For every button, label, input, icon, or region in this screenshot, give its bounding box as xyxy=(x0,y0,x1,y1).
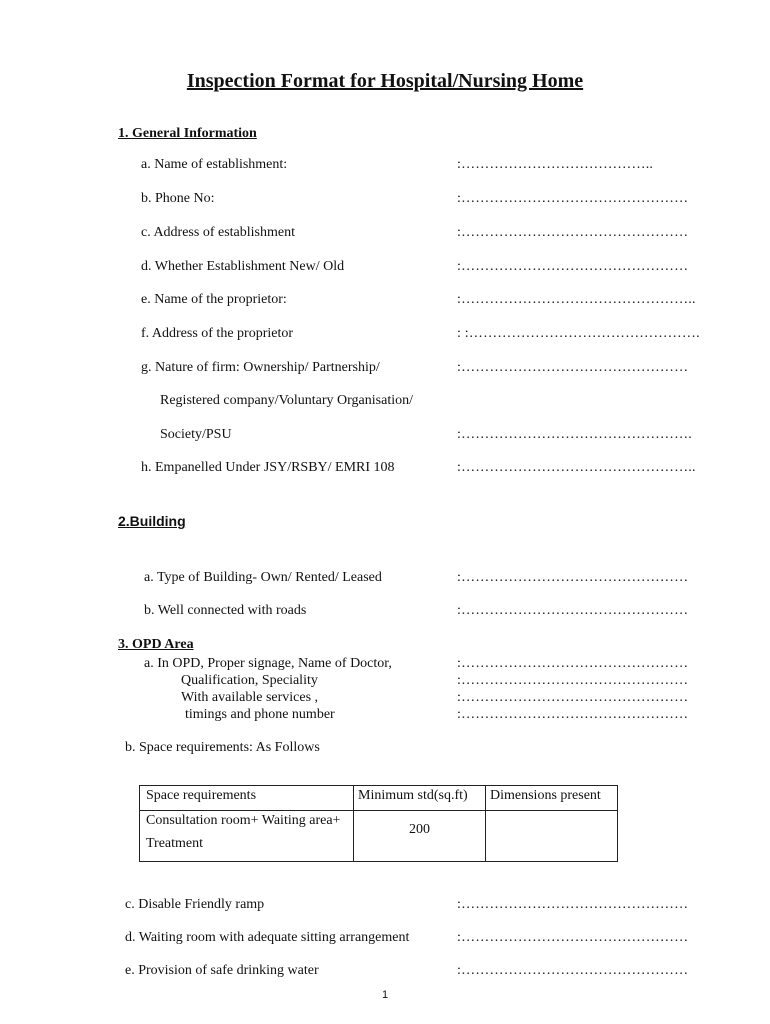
opd-item-c-label: c. Disable Friendly ramp xyxy=(125,897,265,912)
field-label-roads: b. Well connected with roads xyxy=(144,603,307,618)
opd-item-d-label: d. Waiting room with adequate sitting arrangement xyxy=(125,930,410,945)
field-label-new-old: d. Whether Establishment New/ Old xyxy=(141,259,345,274)
field-blank-establishment-name: :………………………………….. xyxy=(457,157,654,172)
table-cell-requirement-line2: Treatment xyxy=(146,836,204,851)
field-label-building-type: a. Type of Building- Own/ Rented/ Leased xyxy=(144,570,382,585)
field-blank-proprietor-address: : :…………………………………………. xyxy=(457,326,700,341)
table-header-space-req: Space requirements xyxy=(146,788,257,803)
field-label-establishment-name: a. Name of establishment: xyxy=(141,157,288,172)
table-header-dimensions: Dimensions present xyxy=(490,788,601,803)
page-title: Inspection Format for Hospital/Nursing Home xyxy=(186,70,584,92)
opd-item-e-label: e. Provision of safe drinking water xyxy=(125,963,319,978)
opd-item-a-blank1: :………………………………………… xyxy=(457,656,689,671)
field-blank-proprietor-name: :………………………………………….. xyxy=(457,292,696,307)
section-heading-building: 2.Building xyxy=(118,513,186,529)
field-label-establishment-address: c. Address of establishment xyxy=(141,225,295,240)
field-blank-empanelled: :………………………………………….. xyxy=(457,460,696,475)
field-blank-nature-of-firm: :………………………………………… xyxy=(457,360,689,375)
space-requirements-table xyxy=(139,785,618,862)
field-label-proprietor-address: f. Address of the proprietor xyxy=(141,326,294,341)
field-blank-establishment-address: :………………………………………… xyxy=(457,225,689,240)
field-blank-new-old: :………………………………………… xyxy=(457,259,689,274)
table-header-cell xyxy=(486,786,618,811)
field-label-society-psu: Society/PSU xyxy=(160,427,232,442)
section-heading-general: 1. General Information xyxy=(118,126,257,141)
section-heading-opd: 3. OPD Area xyxy=(118,637,194,652)
opd-item-e-blank: :………………………………………… xyxy=(457,963,689,978)
opd-item-a-blank4: :………………………………………… xyxy=(457,707,689,722)
opd-item-d-blank: :………………………………………… xyxy=(457,930,689,945)
field-blank-building-type: :………………………………………… xyxy=(457,570,689,585)
table-row xyxy=(140,811,618,862)
field-label-empanelled: h. Empanelled Under JSY/RSBY/ EMRI 108 xyxy=(141,460,395,475)
opd-item-c-blank: :………………………………………… xyxy=(457,897,689,912)
field-label-nature-of-firm-cont: Registered company/Voluntary Organisation/ xyxy=(160,393,413,408)
table-cell-present xyxy=(486,811,618,862)
opd-item-a-line3: With available services , xyxy=(181,690,319,705)
table-cell-requirement xyxy=(140,811,354,862)
table-header-row xyxy=(140,786,618,811)
table-header-cell xyxy=(354,786,486,811)
opd-item-a-blank2: :………………………………………… xyxy=(457,673,689,688)
field-blank-phone: :………………………………………… xyxy=(457,191,689,206)
opd-item-a-line1: a. In OPD, Proper signage, Name of Doctor, xyxy=(144,656,392,671)
opd-item-a-line2: Qualification, Speciality xyxy=(181,673,318,688)
table-header-cell xyxy=(140,786,354,811)
opd-item-a-line4: timings and phone number xyxy=(185,707,335,722)
page-number: 1 xyxy=(381,989,389,1001)
table-cell-minimum-value: 200 xyxy=(409,822,430,837)
opd-item-b-label: b. Space requirements: As Follows xyxy=(125,740,320,755)
table-cell-requirement-line1: Consultation room+ Waiting area+ xyxy=(146,813,341,828)
table-header-min-std: Minimum std(sq.ft) xyxy=(358,788,468,803)
opd-item-a-blank3: :………………………………………… xyxy=(457,690,689,705)
field-blank-roads: :………………………………………… xyxy=(457,603,689,618)
table-cell-minimum xyxy=(354,811,486,862)
field-label-nature-of-firm: g. Nature of firm: Ownership/ Partnership/ xyxy=(141,360,380,375)
field-label-phone: b. Phone No: xyxy=(141,191,215,206)
field-blank-society-psu: :…………………………………………. xyxy=(457,427,692,442)
field-label-proprietor-name: e. Name of the proprietor: xyxy=(141,292,287,307)
